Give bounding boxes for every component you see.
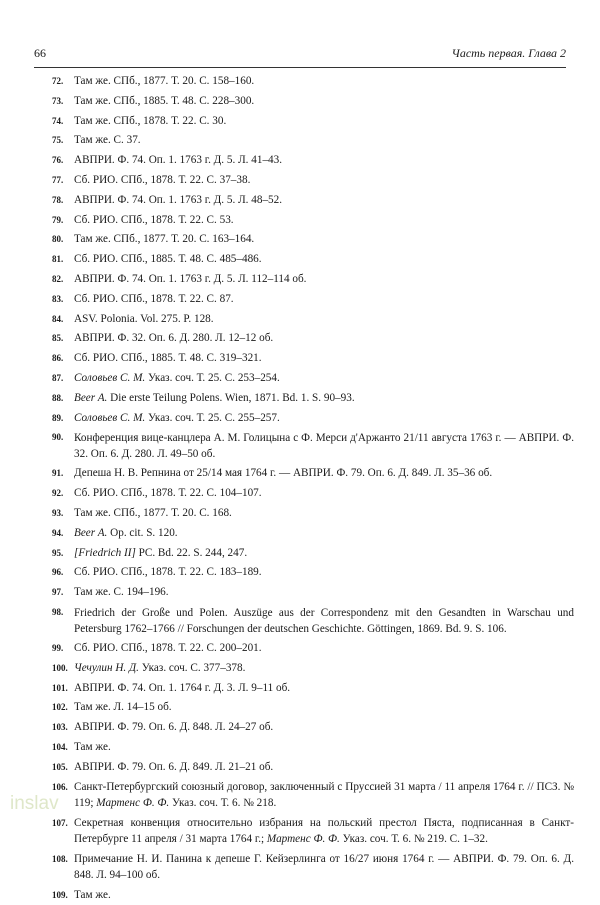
endnote-body: Friedrich der Große und Polen. Auszüge aus der Correspondenz mit den Gesandten in Warschau und Petersburg 1762–1766 // Forschungen der deutschen Geschichte. Göttingen, 1869. Bd. 9. S. 106. (74, 607, 574, 635)
endnote-body: Сб. РИО. СПб., 1878. Т. 22. С. 200–201. (74, 642, 262, 654)
endnote-item (52, 698, 574, 718)
endnote-text (74, 191, 574, 211)
endnote-text (74, 698, 574, 718)
endnote-number: 74. (52, 112, 74, 132)
endnote-number: 85. (52, 329, 74, 349)
endnote-body-continued: Указ. соч. Т. 6. № 218. (169, 797, 276, 809)
endnote-text (74, 778, 574, 814)
endnote-body-continued: Указ. соч. Т. 6. № 219. С. 1–32. (340, 833, 488, 845)
endnote-number: 103. (52, 718, 74, 738)
endnote-author: Мартенс Ф. Ф. (96, 797, 169, 809)
endnote-number: 98. (52, 603, 74, 623)
endnote-text (74, 603, 574, 639)
endnote-text (74, 886, 574, 905)
endnote-number: 107. (52, 814, 74, 834)
endnote-text (74, 583, 574, 603)
endnote-item (52, 191, 574, 211)
endnote-body: Конференция вице-канцлера А. М. Голицына с Ф. Мерси д'Аржанто 21/11 августа 1763 г. — АВПРИ. Ф. 32. Оп. 6. Д. 280. Л. 49–50 об. (74, 432, 574, 460)
endnote-number: 82. (52, 270, 74, 290)
endnote-text (74, 563, 574, 583)
endnote-item (52, 428, 574, 464)
endnote-item (52, 504, 574, 524)
endnote-number: 84. (52, 310, 74, 330)
endnote-author: Мартенс Ф. Ф. (267, 833, 340, 845)
endnote-item (52, 369, 574, 389)
endnote-number: 109. (52, 886, 74, 905)
endnote-author: Beer A. (74, 392, 107, 404)
endnote-item (52, 484, 574, 504)
endnote-body: АВПРИ. Ф. 74. Оп. 1. 1763 г. Д. 5. Л. 48–52. (74, 194, 282, 206)
endnote-body: Секретная конвенция относительно избрания на польский престол Пяста, подписанная в Санкт-Петербурге 11 апреля / 31 марта 1764 г.; (74, 817, 574, 845)
endnote-body: Сб. РИО. СПб., 1878. Т. 22. С. 104–107. (74, 487, 262, 499)
page-header (34, 46, 566, 66)
endnote-number: 95. (52, 544, 74, 564)
endnote-text (74, 310, 574, 330)
endnote-body: Сб. РИО. СПб., 1878. Т. 22. С. 87. (74, 293, 234, 305)
endnote-number: 100. (52, 659, 74, 679)
endnote-item (52, 349, 574, 369)
endnote-item (52, 329, 574, 349)
endnote-body: Там же. СПб., 1877. Т. 20. С. 158–160. (74, 75, 254, 87)
endnote-body: Там же. СПб., 1885. Т. 48. С. 228–300. (74, 95, 254, 107)
header-rule (34, 67, 566, 68)
endnote-item (52, 389, 574, 409)
watermark: inslav (10, 793, 59, 815)
endnote-text (74, 814, 574, 850)
endnote-body: Там же. С. 194–196. (74, 586, 169, 598)
endnote-number: 96. (52, 563, 74, 583)
endnote-item (52, 778, 574, 814)
endnote-body: Там же. СПб., 1877. Т. 20. С. 168. (74, 507, 232, 519)
endnote-body: Там же. Л. 14–15 об. (74, 701, 172, 713)
endnote-number: 97. (52, 583, 74, 603)
endnote-body: Там же. (74, 741, 111, 753)
endnote-body: АВПРИ. Ф. 79. Оп. 6. Д. 848. Л. 24–27 об. (74, 721, 273, 733)
endnote-item (52, 464, 574, 484)
endnote-item (52, 290, 574, 310)
endnote-item (52, 72, 574, 92)
endnote-item (52, 544, 574, 564)
endnote-text (74, 738, 574, 758)
endnote-item (52, 524, 574, 544)
endnote-number: 108. (52, 850, 74, 870)
page-number: 66 (34, 46, 46, 61)
endnote-number: 91. (52, 464, 74, 484)
endnote-number: 99. (52, 639, 74, 659)
endnote-body: АВПРИ. Ф. 74. Оп. 1. 1763 г. Д. 5. Л. 112–114 об. (74, 273, 306, 285)
endnote-text (74, 428, 574, 464)
endnote-number: 92. (52, 484, 74, 504)
endnote-item (52, 603, 574, 639)
endnote-text (74, 230, 574, 250)
endnote-text (74, 524, 574, 544)
endnote-number: 90. (52, 428, 74, 448)
endnote-item (52, 92, 574, 112)
endnote-item (52, 131, 574, 151)
endnote-item (52, 409, 574, 429)
endnote-number: 75. (52, 131, 74, 151)
endnote-text (74, 464, 574, 484)
endnote-number: 83. (52, 290, 74, 310)
endnote-text (74, 131, 574, 151)
endnote-number: 89. (52, 409, 74, 429)
endnote-item (52, 886, 574, 905)
endnote-text (74, 250, 574, 270)
endnote-number: 102. (52, 698, 74, 718)
endnote-item (52, 211, 574, 231)
endnote-body: Op. cit. S. 120. (107, 527, 177, 539)
endnote-text (74, 211, 574, 231)
endnote-item (52, 563, 574, 583)
endnote-text (74, 409, 574, 429)
endnote-number: 87. (52, 369, 74, 389)
endnote-author: [Friedrich II] (74, 547, 136, 559)
endnote-body: Сб. РИО. СПб., 1878. Т. 22. С. 37–38. (74, 174, 250, 186)
endnote-number: 101. (52, 679, 74, 699)
endnote-number: 104. (52, 738, 74, 758)
endnote-item (52, 583, 574, 603)
endnote-body: Там же. СПб., 1878. Т. 22. С. 30. (74, 115, 226, 127)
endnote-number: 81. (52, 250, 74, 270)
endnote-number: 88. (52, 389, 74, 409)
endnote-number: 94. (52, 524, 74, 544)
endnote-item (52, 679, 574, 699)
endnote-body: Примечание Н. И. Панина к депеше Г. Кейзерлинга от 16/27 июня 1764 г. — АВПРИ. Ф. 79. Оп. 6. Д. 848. Л. 94–100 об. (74, 853, 574, 881)
endnote-item (52, 171, 574, 191)
endnote-item (52, 112, 574, 132)
endnote-text (74, 659, 574, 679)
endnote-body: АВПРИ. Ф. 79. Оп. 6. Д. 849. Л. 21–21 об. (74, 761, 273, 773)
endnote-body: ASV. Polonia. Vol. 275. P. 128. (74, 313, 214, 325)
endnote-text (74, 92, 574, 112)
endnote-text (74, 850, 574, 886)
endnote-body: Санкт-Петербургский союзный договор, заключенный с Пруссией 31 марта / 11 апреля 1764 г. // ПСЗ. № 119; (74, 781, 574, 809)
endnote-body: Сб. РИО. СПб., 1878. Т. 22. С. 183–189. (74, 566, 262, 578)
endnote-text (74, 72, 574, 92)
endnote-text (74, 369, 574, 389)
endnotes-list (52, 72, 574, 905)
endnote-text (74, 151, 574, 171)
endnote-item (52, 230, 574, 250)
endnote-number: 77. (52, 171, 74, 191)
endnote-number: 106. (52, 778, 74, 798)
endnote-text (74, 679, 574, 699)
endnote-item (52, 850, 574, 886)
endnote-item (52, 310, 574, 330)
endnote-text (74, 349, 574, 369)
endnote-text (74, 270, 574, 290)
endnote-item (52, 718, 574, 738)
endnote-body: Указ. соч. Т. 25. С. 255–257. (145, 412, 280, 424)
endnote-number: 72. (52, 72, 74, 92)
endnote-author: Соловьев С. М. (74, 412, 145, 424)
endnote-author: Соловьев С. М. (74, 372, 145, 384)
endnote-body: Там же. СПб., 1877. Т. 20. С. 163–164. (74, 233, 254, 245)
endnote-item (52, 151, 574, 171)
endnote-number: 78. (52, 191, 74, 211)
endnote-number: 86. (52, 349, 74, 369)
endnote-author: Чечулин Н. Д. (74, 662, 139, 674)
endnote-item (52, 758, 574, 778)
endnote-text (74, 290, 574, 310)
endnote-author: Beer A. (74, 527, 107, 539)
endnote-number: 105. (52, 758, 74, 778)
endnote-body: Указ. соч. Т. 25. С. 253–254. (145, 372, 280, 384)
endnote-item (52, 639, 574, 659)
endnote-item (52, 270, 574, 290)
endnote-body: Там же. (74, 889, 111, 901)
endnote-text (74, 718, 574, 738)
endnote-text (74, 171, 574, 191)
endnote-body: Сб. РИО. СПб., 1885. Т. 48. С. 319–321. (74, 352, 262, 364)
endnote-number: 80. (52, 230, 74, 250)
endnote-body: Там же. С. 37. (74, 134, 141, 146)
endnote-number: 79. (52, 211, 74, 231)
endnote-text (74, 329, 574, 349)
running-head: Часть первая. Глава 2 (452, 46, 566, 61)
endnote-body: АВПРИ. Ф. 74. Оп. 1. 1763 г. Д. 5. Л. 41–43. (74, 154, 282, 166)
endnote-item (52, 814, 574, 850)
endnote-number: 93. (52, 504, 74, 524)
endnote-item (52, 250, 574, 270)
endnote-text (74, 639, 574, 659)
endnote-text (74, 484, 574, 504)
endnote-body: PC. Bd. 22. S. 244, 247. (136, 547, 247, 559)
endnote-text (74, 758, 574, 778)
endnote-body: Сб. РИО. СПб., 1878. Т. 22. С. 53. (74, 214, 234, 226)
endnote-body: Депеша Н. В. Репнина от 25/14 мая 1764 г. — АВПРИ. Ф. 79. Оп. 6. Д. 849. Л. 35–36 об. (74, 467, 492, 479)
endnote-text (74, 389, 574, 409)
endnote-body: Die erste Teilung Polens. Wien, 1871. Bd. 1. S. 90–93. (107, 392, 354, 404)
endnote-number: 73. (52, 92, 74, 112)
endnote-body: АВПРИ. Ф. 74. Оп. 1. 1764 г. Д. 3. Л. 9–11 об. (74, 682, 290, 694)
endnote-number: 76. (52, 151, 74, 171)
endnote-text (74, 504, 574, 524)
endnote-body: Указ. соч. С. 377–378. (139, 662, 245, 674)
endnote-text (74, 112, 574, 132)
endnote-text (74, 544, 574, 564)
endnote-body: Сб. РИО. СПб., 1885. Т. 48. С. 485–486. (74, 253, 262, 265)
endnote-body: АВПРИ. Ф. 32. Оп. 6. Д. 280. Л. 12–12 об. (74, 332, 273, 344)
endnote-item (52, 738, 574, 758)
endnote-item (52, 659, 574, 679)
